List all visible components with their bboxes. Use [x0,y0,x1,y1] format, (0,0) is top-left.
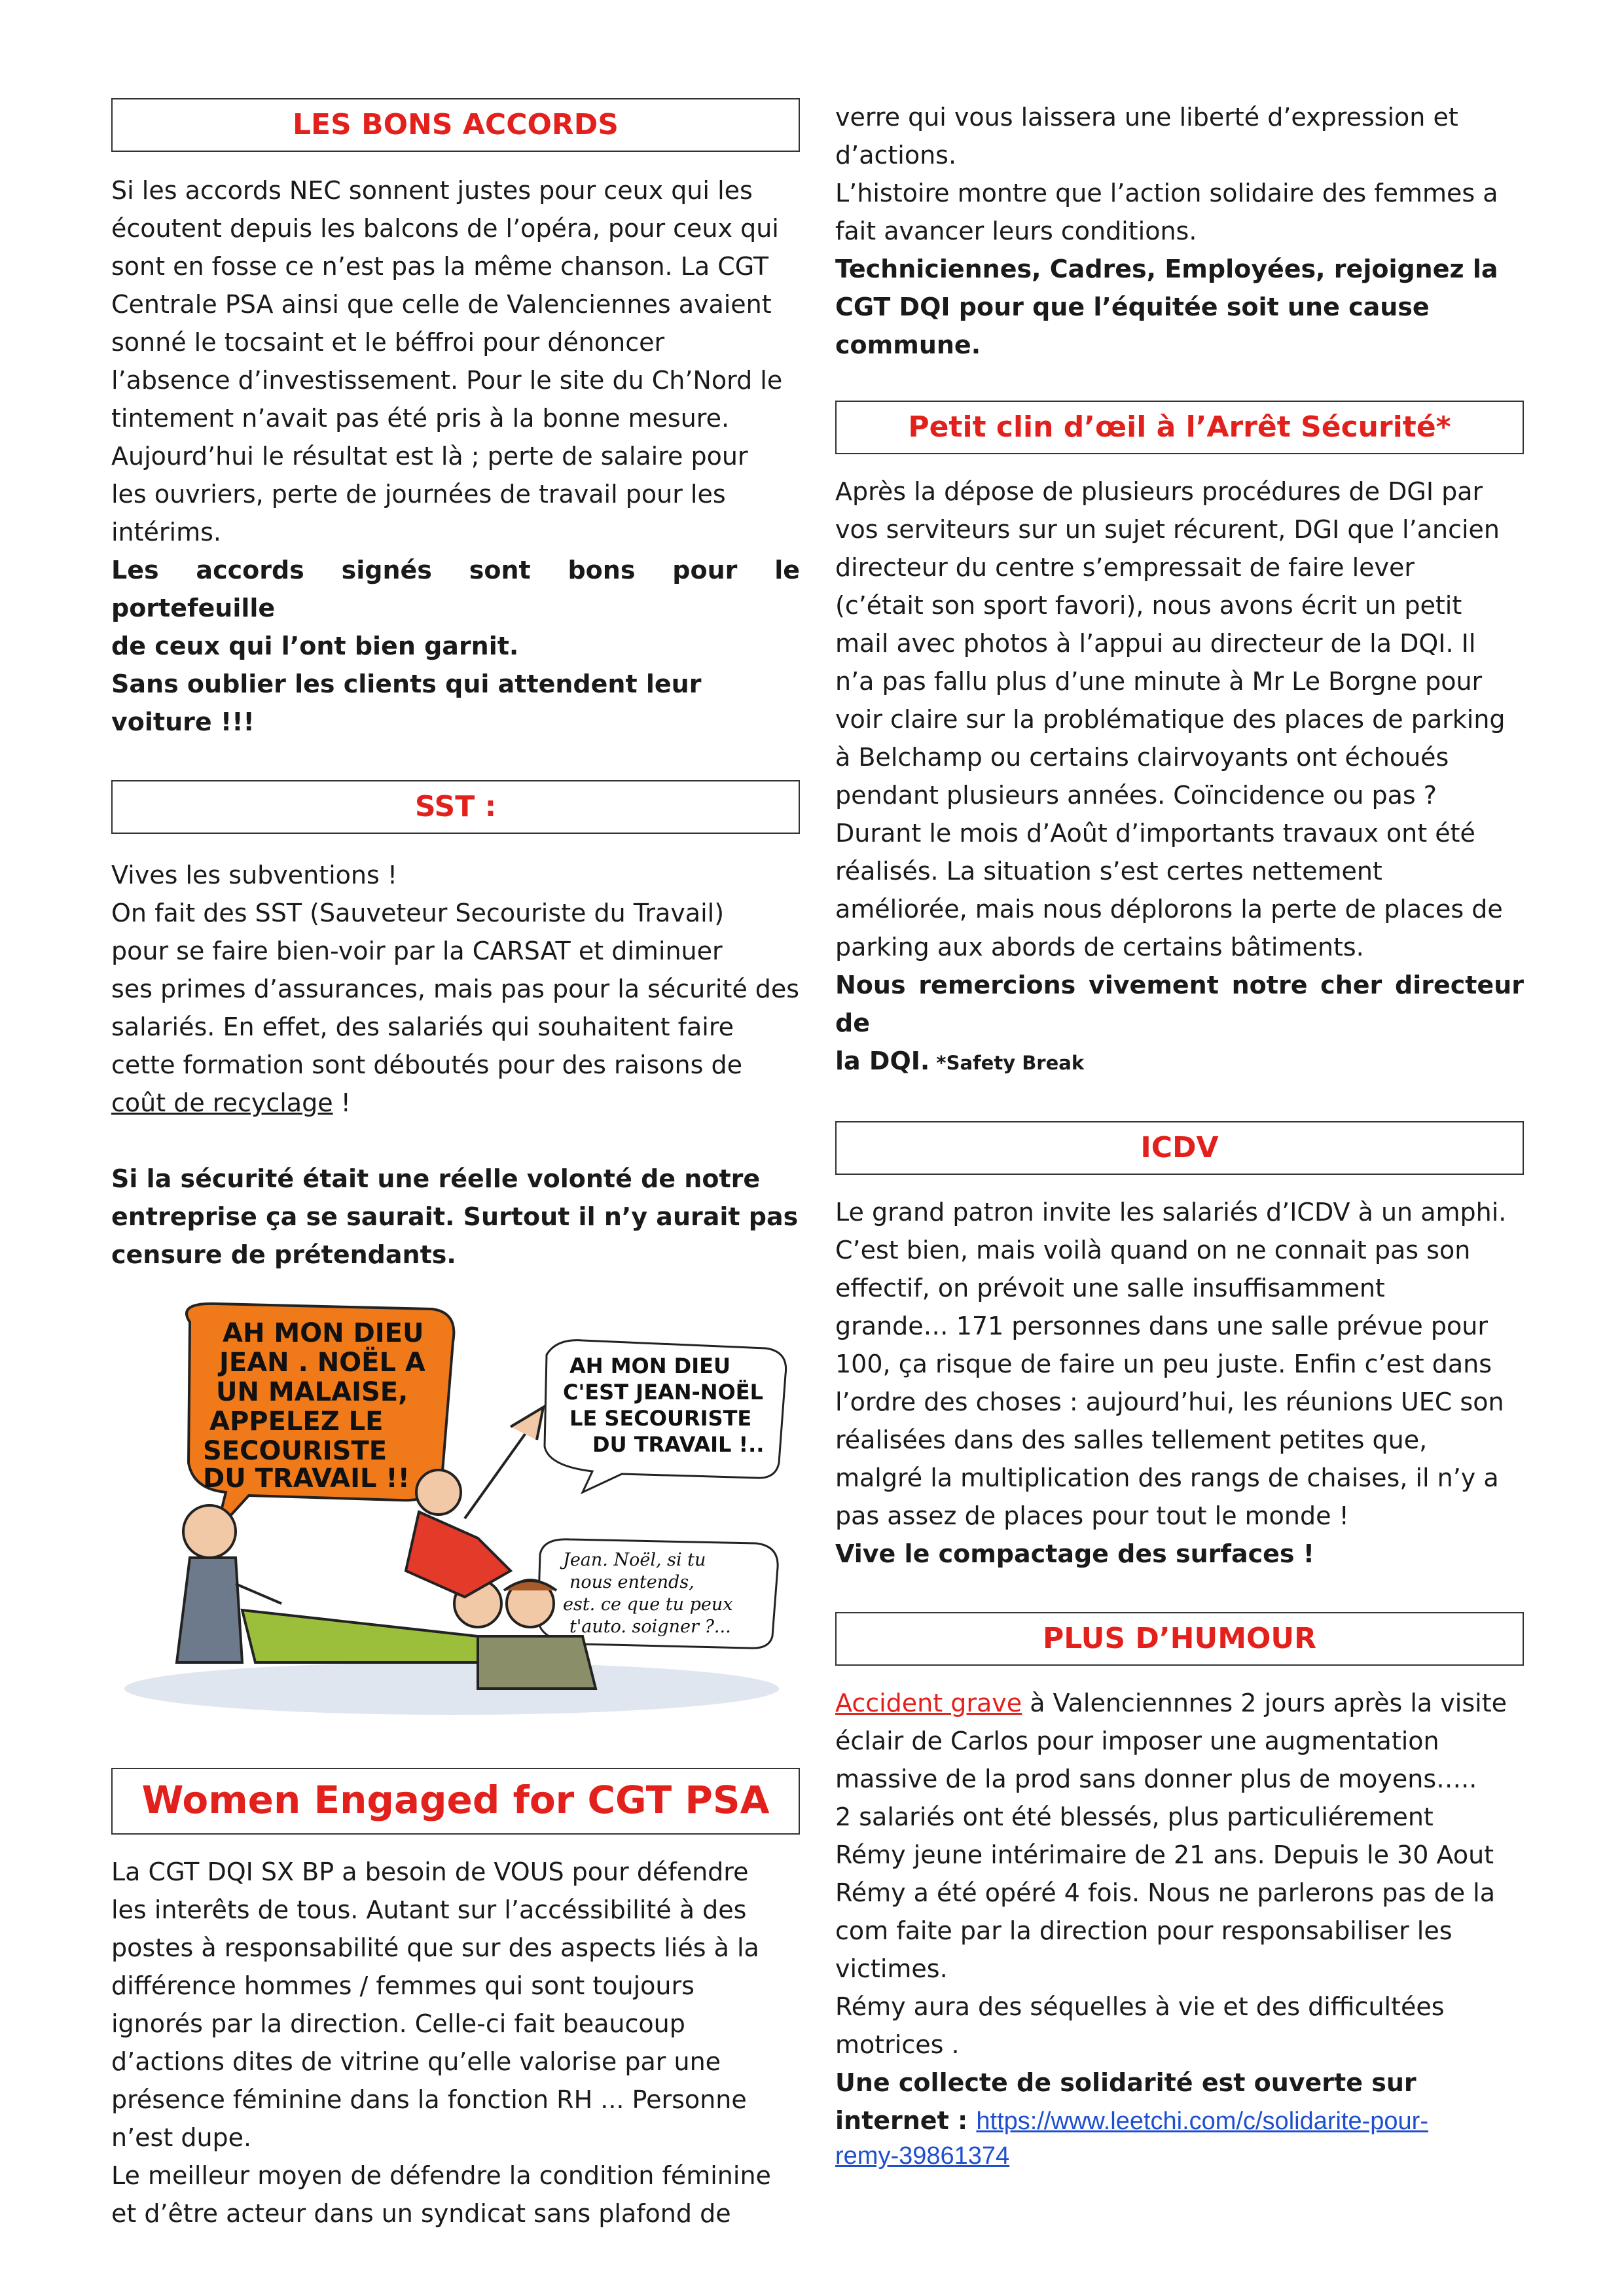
text-line: différence hommes / femmes qui sont toujours [111,1971,695,2000]
bubble1-line: DU TRAVAIL !! [203,1463,410,1494]
text-line: Durant le mois d’Août d’importants travaux ont été [835,819,1475,848]
bold-line: voiture !!! [111,708,255,736]
heading-petit-clin-doeil [835,401,1524,454]
text-line: n’est dupe. [111,2123,252,2152]
text-line: améliorée, mais nous déplorons la perte de places de [835,895,1503,924]
text-line: Si les accords NEC sonnent justes pour ceux qui les [111,176,753,205]
bold-line: Les accords signés sont bons pour le portefeuille [111,556,800,622]
heading-text: Women Engaged for CGT PSA [141,1778,770,1822]
text-line [835,1684,1524,1722]
heading-text: PLUS D’HUMOUR [1042,1622,1317,1655]
text-line: La CGT DQI SX BP a besoin de VOUS pour défendre [111,1857,749,1886]
text-line: écoutent depuis les balcons de l’opéra, pour ceux qui [111,214,779,243]
text-line: fait avancer leurs conditions. [835,217,1197,245]
text-line: Après la dépose de plusieurs procédures de DGI par [835,477,1483,506]
right-column [835,98,1524,2171]
cartoon-illustration [111,1296,792,1718]
text-line: à Belchamp ou certains clairvoyants ont échoués [835,743,1449,772]
heading-women-engaged [111,1768,800,1835]
text-line [111,1084,800,1122]
text-line: motrices . [835,2030,960,2059]
bold-line: Vive le compactage des surfaces ! [835,1539,1315,1568]
text-line: ses primes d’assurances, mais pas pour la sécurité des [111,975,800,1003]
heading-text: SST : [414,790,497,823]
text-line: d’actions dites de vitrine qu’elle valorise par une [111,2047,721,2076]
text-line: sont en fosse ce n’est pas la même chanson. La CGT [111,252,769,281]
text-line: voir claire sur la problématique des places de parking [835,705,1506,734]
text-line: 100, ça risque de faire un peu juste. Enfin c’est dans [835,1350,1492,1378]
text-line: réalisés. La situation s’est certes nettement [835,857,1382,886]
bubble2-line: AH MON DIEU [569,1354,731,1378]
text-line: pour se faire bien-voir par la CARSAT et diminuer [111,937,723,965]
text-line: salariés. En effet, des salariés qui souhaitent faire [111,1013,734,1041]
bubble1-line: APPELEZ LE [209,1407,384,1437]
text-line: (c’était son sport favori), nous avons écrit un petit [835,591,1462,620]
text-line: com faite par la direction pour responsabiliser les [835,1916,1453,1945]
text-line: intérims. [111,518,221,547]
bold-line: Si la sécurité était une réelle volonté de notre [111,1164,761,1193]
text-line: mail avec photos à l’appui au directeur de la DQI. Il [835,629,1476,658]
text-line: tintement n’avait pas été pris à la bonne mesure. [111,404,730,433]
leetchi-link[interactable]: https://www.leetchi.com/c/solidarite-pour- [976,2108,1428,2135]
text-fragment: la DQI. [835,1047,930,1075]
heading-text: ICDV [1140,1131,1219,1164]
text-line: l’absence d’investissement. Pour le site du Ch’Nord le [111,366,783,395]
bubble1-line: UN MALAISE, [216,1377,408,1407]
text-line: cette formation sont déboutés pour des raisons de [111,1050,743,1079]
footnote: *Safety Break [929,1052,1085,1074]
heading-text: Petit clin d’œil à l’Arrêt Sécurité* [908,410,1451,444]
text-fragment: ! [333,1088,351,1117]
text-line: pendant plusieurs années. Coïncidence ou pas ? [835,781,1437,810]
bubble2-line: LE SECOURISTE [569,1406,752,1431]
text-line: malgré la multiplication des rangs de chaises, il n’y a [835,1463,1499,1492]
bubble3-line: nous entends, [569,1572,695,1592]
text-line: effectif, on prévoit une salle insuffisamment [835,1274,1385,1302]
text-line: les ouvriers, perte de journées de travail pour les [111,480,726,509]
left-column [111,98,800,2233]
bold-line: Techniciennes, Cadres, Employées, rejoignez la [835,255,1498,283]
leetchi-link-cont[interactable]: remy-39861374 [835,2142,1010,2170]
bubble1-line: SECOURISTE [203,1436,388,1466]
text-line: C’est bien, mais voilà quand on ne connait pas son [835,1236,1471,1265]
bold-line: commune. [835,331,981,359]
bold-line: de ceux qui l’ont bien garnit. [111,632,519,660]
bold-line: entreprise ça se saurait. Surtout il n’y aurait pas [111,1202,799,1231]
text-line: postes à responsabilité que sur des aspects liés à la [111,1933,759,1962]
text-line: massive de la prod sans donner plus de moyens….. [835,1765,1477,1793]
text-fragment: à Valenciennnes 2 jours après la visite [1022,1689,1507,1717]
text-line: On fait des SST (Sauveteur Secouriste du Travail) [111,899,725,927]
text-line: Centrale PSA ainsi que celle de Valenciennes avaient [111,290,772,319]
text-line: sonné le tocsaint et le béffroi pour dénoncer [111,328,665,357]
text-line: ignorés par la direction. Celle-ci fait beaucoup [111,2009,685,2038]
heading-les-bons-accords [111,98,800,152]
text-line: n’a pas fallu plus d’une minute à Mr Le Borgne pour [835,667,1483,696]
text-line: Vives les subventions ! [111,861,398,889]
text-line: Rémy a été opéré 4 fois. Nous ne parlerons pas de la [835,1878,1496,1907]
text-line: et d’être acteur dans un syndicat sans plafond de [111,2199,731,2228]
text-line: verre qui vous laissera une liberté d’expression et [835,103,1458,132]
bold-line: CGT DQI pour que l’équitée soit une cause [835,293,1430,321]
text-line: victimes. [835,1954,948,1983]
bubble2-line: C'EST JEAN-NOËL [563,1380,763,1405]
text-line: Aujourd’hui le résultat est là ; perte de salaire pour [111,442,748,471]
text-line: directeur du centre s’empressait de faire lever [835,553,1415,582]
text-line: les interêts de tous. Autant sur l’accéssibilité à des [111,1895,747,1924]
bubble2-line: DU TRAVAIL !.. [592,1432,765,1457]
text-line: pas assez de places pour tout le monde ! [835,1501,1349,1530]
bold-line: Une collecte de solidarité est ouverte sur [835,2068,1416,2097]
text-line: l’ordre des choses : aujourd’hui, les réunions UEC son [835,1388,1504,1416]
accident-grave-link[interactable]: Accident grave [835,1689,1022,1717]
bold-line: Sans oublier les clients qui attendent leur [111,670,702,698]
bubble3-line: t'auto. soigner ?... [569,1617,731,1637]
text-line: présence féminine dans la fonction RH ... Personne [111,2085,747,2114]
underlined-text: coût de recyclage [111,1088,333,1117]
text-line: parking aux abords de certains bâtiments. [835,933,1364,961]
text-line: réalisées dans des salles tellement petites que, [835,1426,1428,1454]
text-line: 2 salariés ont été blessés, plus particuliérement [835,1803,1434,1831]
heading-icdv [835,1121,1524,1175]
text-line: vos serviteurs sur un sujet récurent, DGI que l’ancien [835,515,1500,544]
heading-plus-dhumour [835,1612,1524,1666]
text-line: d’actions. [835,141,957,170]
text-line: Le meilleur moyen de défendre la condition féminine [111,2161,771,2190]
bubble3-line: Jean. Noël, si tu [563,1550,706,1570]
text-line: Rémy aura des séquelles à vie et des difficultées [835,1992,1445,2021]
text-line: éclair de Carlos pour imposer une augmentation [835,1727,1439,1755]
heading-sst [111,780,800,834]
text-line: grande… 171 personnes dans une salle prévue pour [835,1312,1488,1340]
heading-text: LES BONS ACCORDS [292,108,619,141]
text-line: Rémy jeune intérimaire de 21 ans. Depuis le 30 Aout [835,1840,1494,1869]
text-line: Le grand patron invite les salariés d’ICDV à un amphi. [835,1198,1507,1227]
bold-line [835,1042,1524,1082]
bold-line: Nous remercions vivement notre cher directeur de [835,971,1524,1037]
bubble1-line: JEAN . NOËL A [219,1348,425,1378]
bubble1-line: AH MON DIEU [223,1318,424,1348]
text-line: L’histoire montre que l’action solidaire des femmes a [835,179,1498,207]
text-line [835,2140,1524,2171]
text-line [835,2102,1524,2140]
internet-label: internet : [835,2106,977,2135]
bubble3-line: est. ce que tu peux [563,1594,733,1615]
bold-line: censure de prétendants. [111,1240,456,1269]
